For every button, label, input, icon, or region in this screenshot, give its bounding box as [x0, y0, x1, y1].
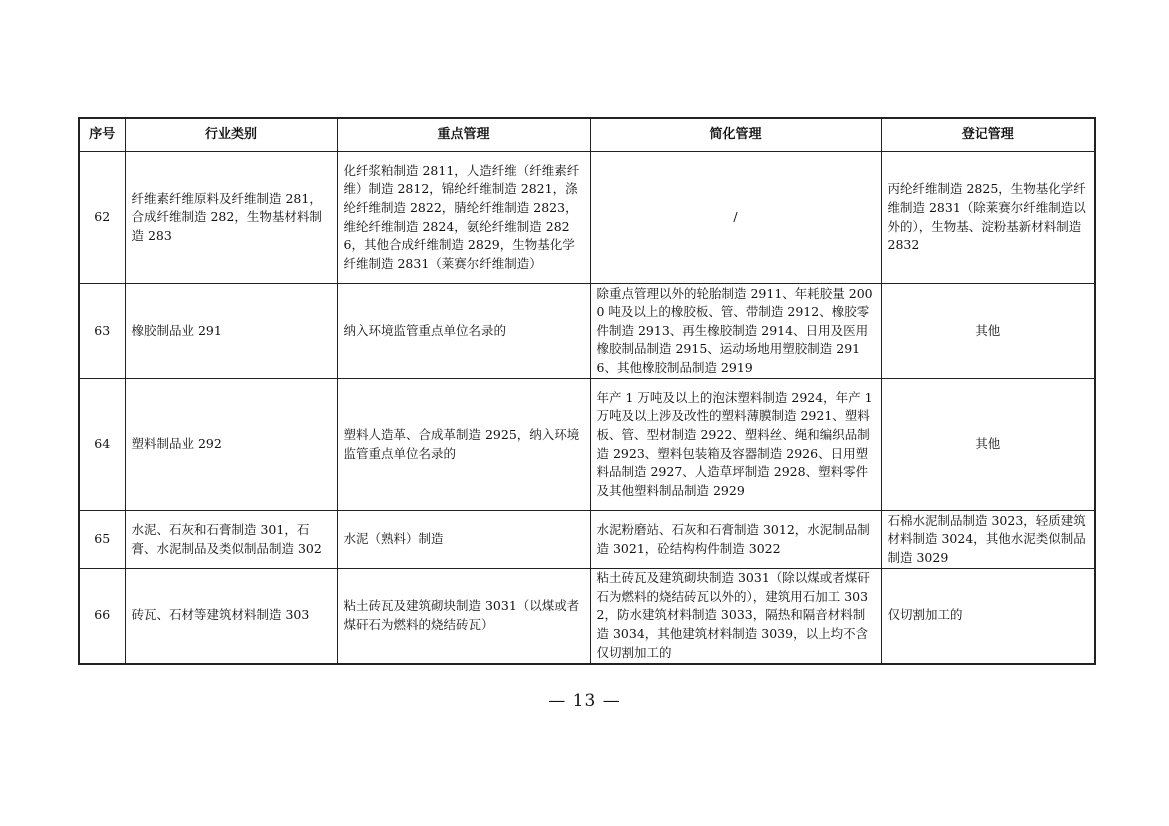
- header-serial-number: 序号: [79, 118, 125, 152]
- row-serial-number: 65: [79, 511, 125, 569]
- header-registration-management: 登记管理: [881, 118, 1095, 152]
- row-serial-number: 63: [79, 284, 125, 379]
- row-industry-category: 橡胶制品业 291: [125, 284, 337, 379]
- industry-classification-table: [78, 117, 1096, 665]
- table-row: [79, 569, 1095, 664]
- row-simplified-management: /: [590, 152, 881, 284]
- row-serial-number: 62: [79, 152, 125, 284]
- row-simplified-management: 粘土砖瓦及建筑砌块制造 3031（除以煤或者煤矸石为燃料的烧结砖瓦以外的），建筑用石加工 3032，防水建筑材料制造 3033，隔热和隔音材料制造 3034，其他建筑材料制造 3039，以上均不含仅切割加工的: [590, 569, 881, 664]
- row-simplified-management: 水泥粉磨站、石灰和石膏制造 3012，水泥制品制造 3021，砼结构构件制造 3022: [590, 511, 881, 569]
- table-row: [79, 284, 1095, 379]
- row-simplified-management: 年产 1 万吨及以上的泡沫塑料制造 2924，年产 1 万吨及以上涉及改性的塑料薄膜制造 2921、塑料板、管、型材制造 2922、塑料丝、绳和编织品制造 2923、塑料包装箱及容器制造 2926、日用塑料品制造 2927、人造草坪制造 2928、塑料零件及其他塑料制品制造 2929: [590, 379, 881, 511]
- row-serial-number: 64: [79, 379, 125, 511]
- row-registration-management: 仅切割加工的: [881, 569, 1095, 664]
- row-key-management: 化纤浆粕制造 2811，人造纤维（纤维素纤维）制造 2812，锦纶纤维制造 2821，涤纶纤维制造 2822，腈纶纤维制造 2823，维纶纤维制造 2824，氨纶纤维制造 2826，其他合成纤维制造 2829，生物基化学纤维制造 2831（莱赛尔纤维制造）: [337, 152, 590, 284]
- row-industry-category: 砖瓦、石材等建筑材料制造 303: [125, 569, 337, 664]
- row-key-management: 塑料人造革、合成革制造 2925，纳入环境监管重点单位名录的: [337, 379, 590, 511]
- table-row: [79, 511, 1095, 569]
- row-key-management: 纳入环境监管重点单位名录的: [337, 284, 590, 379]
- row-industry-category: 纤维素纤维原料及纤维制造 281，合成纤维制造 282，生物基材料制造 283: [125, 152, 337, 284]
- row-industry-category: 水泥、石灰和石膏制造 301，石膏、水泥制品及类似制品制造 302: [125, 511, 337, 569]
- table-row: [79, 152, 1095, 284]
- table-header-row: [79, 118, 1095, 152]
- row-serial-number: 66: [79, 569, 125, 664]
- row-registration-management: 其他: [881, 284, 1095, 379]
- header-industry-category: 行业类别: [125, 118, 337, 152]
- row-registration-management: 丙纶纤维制造 2825，生物基化学纤维制造 2831（除莱赛尔纤维制造以外的），生物基、淀粉基新材料制造 2832: [881, 152, 1095, 284]
- row-industry-category: 塑料制品业 292: [125, 379, 337, 511]
- table-row: [79, 379, 1095, 511]
- row-registration-management: 其他: [881, 379, 1095, 511]
- header-simplified-management: 简化管理: [590, 118, 881, 152]
- row-key-management: 水泥（熟料）制造: [337, 511, 590, 569]
- row-simplified-management: 除重点管理以外的轮胎制造 2911、年耗胶量 2000 吨及以上的橡胶板、管、带制造 2912、橡胶零件制造 2913、再生橡胶制造 2914、日用及医用橡胶制品制造 2915、运动场地用塑胶制造 2916、其他橡胶制品制造 2919: [590, 284, 881, 379]
- header-key-management: 重点管理: [337, 118, 590, 152]
- row-key-management: 粘土砖瓦及建筑砌块制造 3031（以煤或者煤矸石为燃料的烧结砖瓦）: [337, 569, 590, 664]
- row-registration-management: 石棉水泥制品制造 3023，轻质建筑材料制造 3024，其他水泥类似制品制造 3029: [881, 511, 1095, 569]
- page-number: — 13 —: [548, 691, 621, 711]
